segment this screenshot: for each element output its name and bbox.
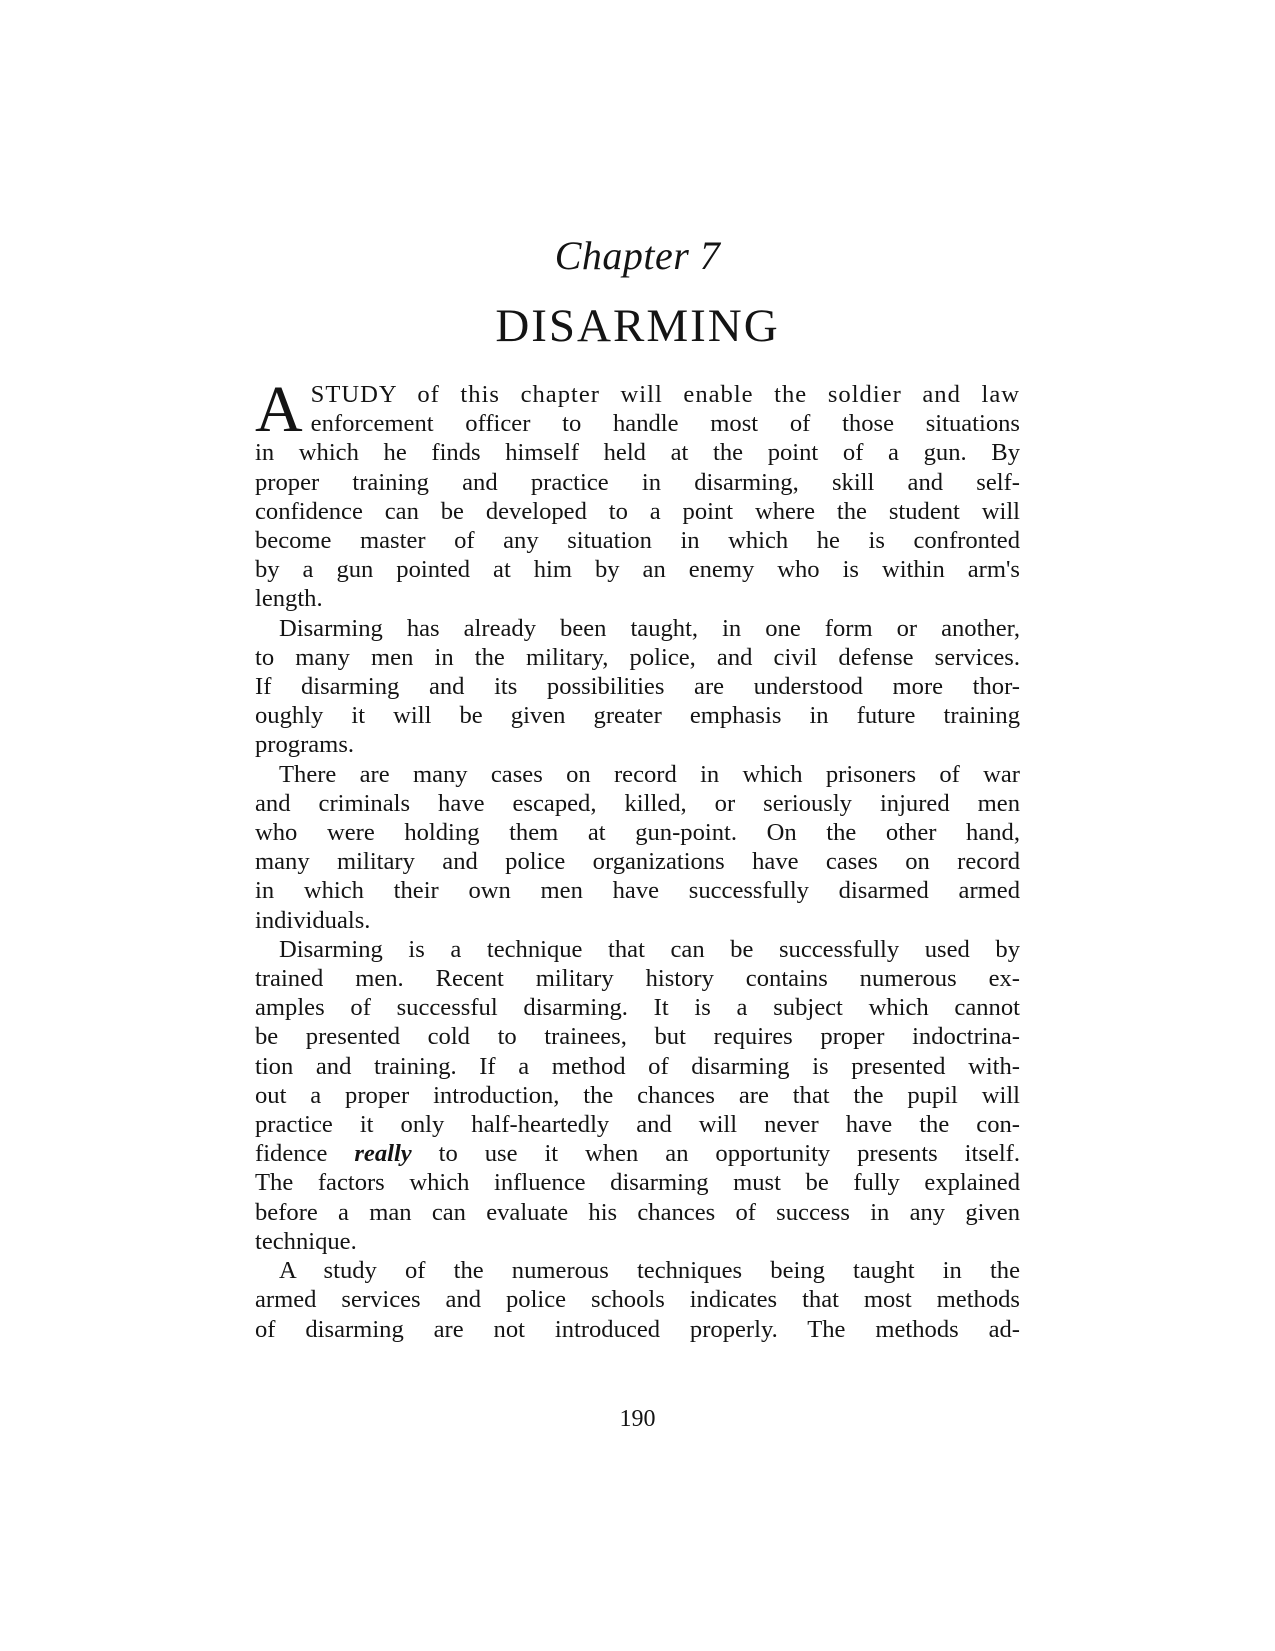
text-line: confidence can be developed to a point where the student will <box>255 497 1020 525</box>
drop-cap: A <box>255 373 303 446</box>
text-line: to many men in the military, police, and civil defense services. <box>255 643 1020 671</box>
page-number: 190 <box>619 1406 656 1432</box>
text-line: Disarming has already been taught, in one form or another, <box>279 614 1020 642</box>
text-line: technique. <box>255 1227 357 1255</box>
text-line: If disarming and its possibilities are understood more thor- <box>255 673 1020 701</box>
text-line: by a gun pointed at him by an enemy who is within arm's <box>255 556 1020 584</box>
text-line: in which he finds himself held at the point of a gun. By <box>255 439 1020 467</box>
paragraph-1 <box>255 373 1020 614</box>
text-line: proper training and practice in disarming, skill and self- <box>255 468 1020 496</box>
text-line: enforcement officer to handle most of those situations <box>310 410 1020 438</box>
text-line: tion and training. If a method of disarming is presented with- <box>255 1052 1020 1080</box>
text-line: The factors which influence disarming must be fully explained <box>255 1169 1020 1197</box>
text-fragment: to use it when an opportunity presents itself. <box>438 1140 1020 1168</box>
text-line: oughly it will be given greater emphasis in future training <box>255 702 1020 730</box>
text-line: and criminals have escaped, killed, or seriously injured men <box>255 789 1020 817</box>
text-line: many military and police organizations have cases on record <box>255 848 1020 876</box>
text-line: of disarming are not introduced properly. The methods ad- <box>255 1315 1020 1343</box>
text-line: armed services and police schools indicates that most methods <box>255 1286 1020 1314</box>
text-line: Disarming is a technique that can be successfully used by <box>279 935 1020 963</box>
text-line: There are many cases on record in which prisoners of war <box>279 760 1020 788</box>
text-line: STUDY of this chapter will enable the soldier and law <box>310 381 1020 408</box>
text-line: individuals. <box>255 906 371 934</box>
text-line: out a proper introduction, the chances are that the pupil will <box>255 1081 1020 1109</box>
paragraph-4 <box>255 935 1020 1256</box>
text-line: practice it only half-heartedly and will never have the con- <box>255 1111 1020 1139</box>
text-line: before a man can evaluate his chances of success in any given <box>255 1198 1020 1226</box>
paragraph-3 <box>255 760 1020 935</box>
text-line: who were holding them at gun-point. On the other hand, <box>255 819 1020 847</box>
paragraph-5 <box>255 1256 1020 1344</box>
body-text <box>255 373 1020 1344</box>
text-line: trained men. Recent military history contains numerous ex- <box>255 965 1020 993</box>
text-line: length. <box>255 585 323 613</box>
text-line: in which their own men have successfully disarmed armed <box>255 877 1020 905</box>
text-line: amples of successful disarming. It is a subject which cannot <box>255 994 1020 1022</box>
text-fragment: fidence <box>255 1140 328 1168</box>
paragraph-2 <box>255 614 1020 760</box>
text-line: A study of the numerous techniques being taught in the <box>279 1257 1020 1285</box>
emphasis-word: really <box>354 1140 412 1168</box>
text-line: become master of any situation in which he is confronted <box>255 527 1020 555</box>
chapter-label: Chapter 7 <box>554 233 721 278</box>
text-line: programs. <box>255 731 355 759</box>
text-line-with-emphasis <box>255 1139 1020 1168</box>
text-line: be presented cold to trainees, but requires proper indoctrina- <box>255 1023 1020 1051</box>
chapter-title: DISARMING <box>495 300 780 352</box>
